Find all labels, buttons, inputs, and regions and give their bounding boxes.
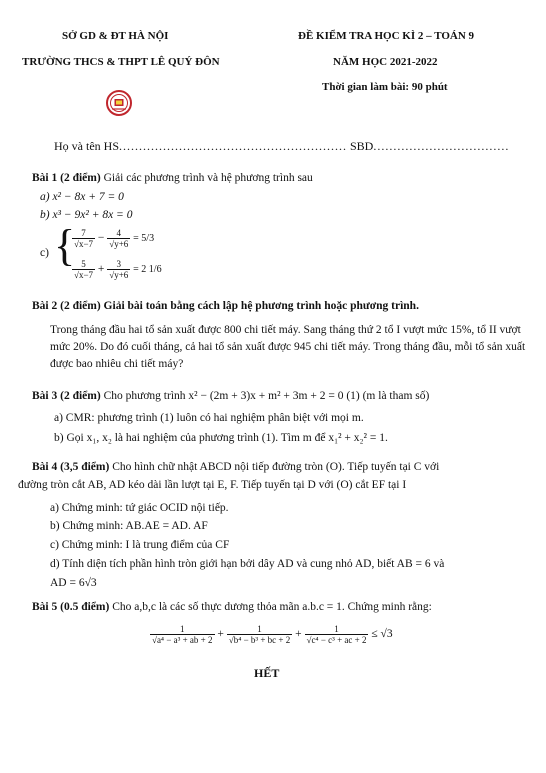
school-year: NĂM HỌC 2021-2022 [333, 56, 438, 68]
bai4-part-b: b) Chứng minh: AB.AE = AD. AF [50, 520, 208, 532]
end-marker: HẾT [254, 666, 280, 680]
bai4-text-line2: đường tròn cắt AB, AD kéo dài lần lượt tại E, F. Tiếp tuyến tại D với (O) cắt EF tại I [18, 479, 407, 491]
bai4-part-d: d) Tính diện tích phần hình tròn giới hạn bởi dây AD và cung nhỏ AD, biết AB = 6 và [50, 558, 445, 570]
student-name-label: Họ và tên HS [54, 139, 119, 153]
bai3-part-b: b) Gọi x₁, x₂ là hai nghiệm của phương trình (1). Tìm m để x₁² + x₂² = 1. [54, 432, 388, 444]
bai3-heading: Bài 3 (2 điểm) Cho phương trình x² − (2m + 3)x + m² + 3m + 2 = 0 (1) (m là tham số) [32, 390, 430, 402]
bai1-part-c-label: c) [40, 247, 49, 259]
bai2-heading: Bài 2 (2 điểm) Giải bài toán bằng cách lập hệ phương trình hoặc phương trình. [32, 300, 419, 312]
school-name: TRƯỜNG THCS & THPT LÊ QUÝ ĐÔN [22, 56, 220, 68]
system-brace: { [54, 221, 76, 270]
sbd-label: SBD [350, 139, 374, 153]
bai2-text: Trong tháng đầu hai tổ sản xuất được 800 chi tiết máy. Sang tháng thứ 2 tổ I vượt mức 15%, tổ II vượt mức 20%. Do đó cuối tháng, cả hai tổ sản xuất được 945 chi tiết máy. Trong tháng đầu, mỗi tổ sản xuất được bao nhiêu chi tiết máy? [50, 324, 526, 370]
bai5-heading: Bài 5 (0.5 điểm) Cho a,b,c là các số thực dương thỏa mãn a.b.c = 1. Chứng minh rằng: [32, 601, 432, 613]
bai3-part-a: a) CMR: phương trình (1) luôn có hai nghiệm phân biệt với mọi m. [54, 412, 364, 424]
bai4-part-a: a) Chứng minh: tứ giác OCID nội tiếp. [50, 502, 229, 514]
exam-title: ĐỀ KIỂM TRA HỌC KÌ 2 – TOÁN 9 [298, 30, 475, 42]
department-name: SỞ GD & ĐT HÀ NỘI [62, 30, 169, 42]
exam-time: Thời gian làm bài: 90 phút [322, 81, 448, 93]
bai1-part-a: a) x² − 8x + 7 = 0 [40, 191, 124, 203]
bai1-part-b: b) x³ − 9x² + 8x = 0 [40, 209, 133, 221]
bai1-system-eq1: $\frac{7}{√x-7}$ − $\frac{4}{√y+6}$ = 5/3 [74, 228, 155, 249]
bai1-heading: Bài 1 (2 điểm) Giải các phương trình và hệ phương trình sau [32, 172, 313, 184]
bai5-inequality: $\frac{1}{\text{√a⁴ − a³ + ab + 2}}$ + $\frac{1}{\text{√b⁴ − b³ + bc + 2}}$ + $\frac{1}{\text{√c⁴ − c³ + ac + 2}}$ ≤ √3 [152, 624, 393, 645]
bai4-part-c: c) Chứng minh: I là trung điểm của CF [50, 539, 230, 551]
student-info-line: Họ và tên HS......................................................... SBD.................................. [54, 139, 510, 153]
bai1-system-eq2: $\frac{5}{√x-7}$ + $\frac{3}{√y+6}$ = 2 1/6 [74, 259, 162, 280]
bai4-part-d-cont: AD = 6√3 [50, 577, 97, 589]
bai4-heading: Bài 4 (3,5 điểm) Cho hình chữ nhật ABCD nội tiếp đường tròn (O). Tiếp tuyến tại C với [32, 461, 440, 473]
school-logo-icon [106, 90, 132, 116]
